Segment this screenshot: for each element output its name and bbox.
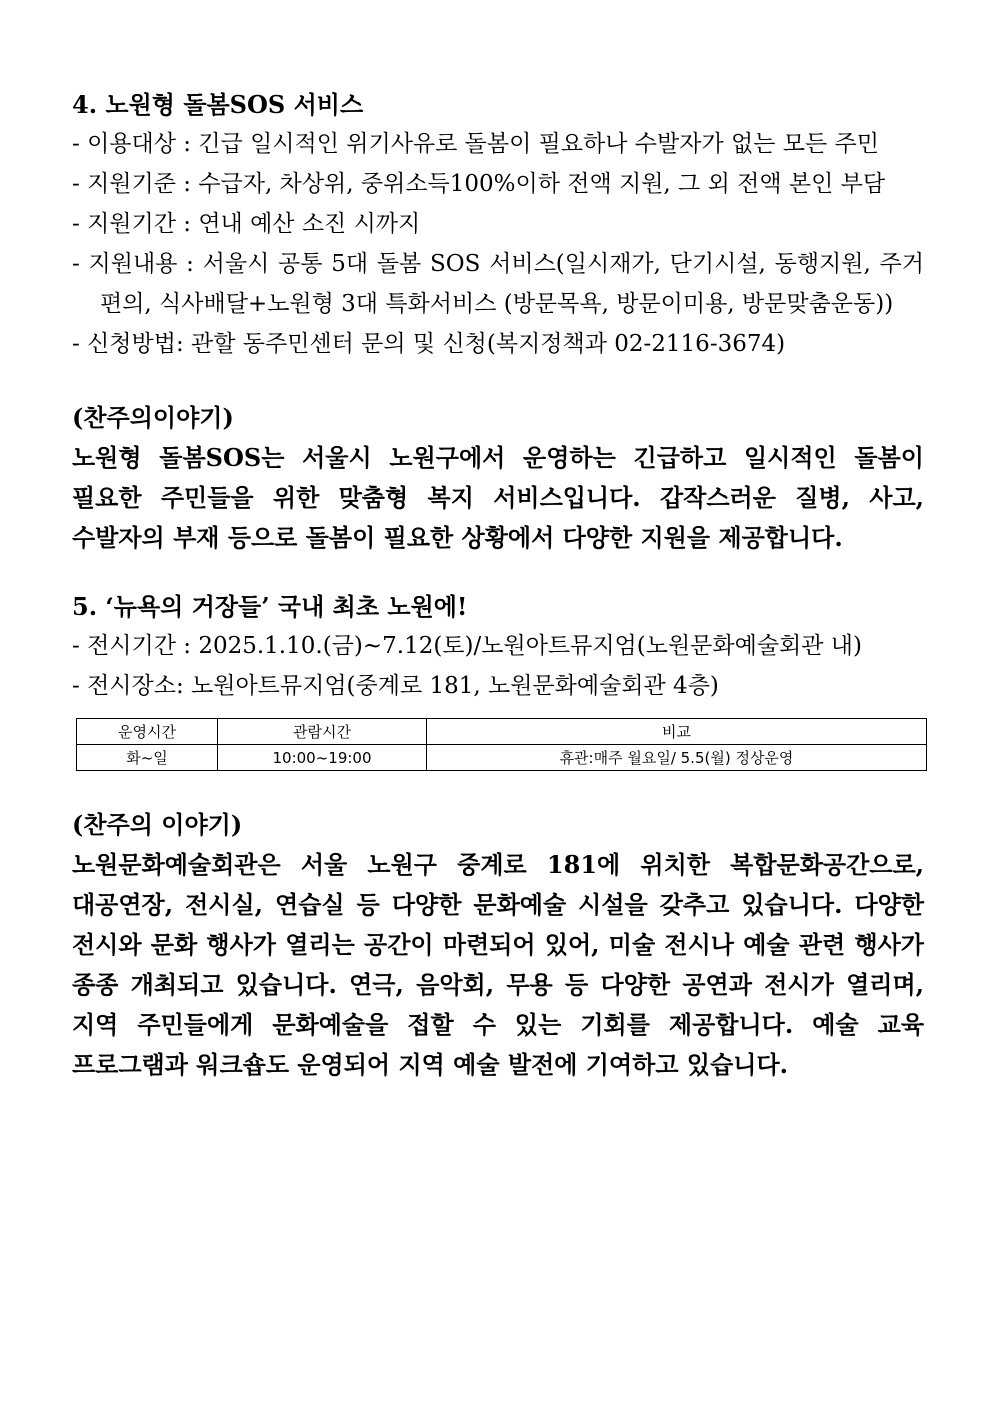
section-5-title: 5. ‘뉴욕의 거장들’ 국내 최초 노원에! [72, 592, 468, 621]
story-title-1: (찬주의이야기) [72, 403, 234, 432]
bullet-exhibition-period: - 전시기간 : 2025.1.10.(금)~7.12(토)/노원아트뮤지엄(노원문화예술회관 내) [72, 633, 862, 659]
bullet-target-users: - 이용대상 : 긴급 일시적인 위기사유로 돌봄이 필요하나 수발자가 없는 모든 주민 [72, 131, 879, 157]
section-4-title: 4. 노원형 돌봄SOS 서비스 [72, 90, 364, 119]
hours-table [76, 718, 927, 771]
table-cell: 휴관:매주 월요일/ 5.5(월) 정상운영 [427, 745, 927, 771]
table-cell: 화~일 [77, 745, 218, 771]
table-header-cell: 운영시간 [77, 719, 218, 745]
story-paragraph-1: 노원형 돌봄SOS는 서울시 노원구에서 운영하는 긴급하고 일시적인 돌봄이 필요한 주민들을 위한 맞춤형 복지 서비스입니다. 갑작스러운 질병, 사고, 수발자의 부재 등으로 돌봄이 필요한 상황에서 다양한 지원을 제공합니다. [72, 443, 924, 552]
bullet-support-period: - 지원기간 : 연내 예산 소진 시까지 [72, 211, 421, 237]
story-paragraph-2: 노원문화예술회관은 서울 노원구 중계로 181에 위치한 복합문화공간으로, 대공연장, 전시실, 연습실 등 다양한 문화예술 시설을 갖추고 있습니다. 다양한 전시와 문화 행사가 열리는 공간이 마련되어 있어, 미술 전시나 예술 관련 행사가 종종 개최되고 있습니다. 연극, 음악회, 무용 등 다양한 공연과 전시가 열리며, 지역 주민들에게 문화예술을 접할 수 있는 기회를 제공합니다. 예술 교육 프로그램과 워크숍도 운영되어 지역 예술 발전에 기여하고 있습니다. [72, 850, 924, 1079]
table-cell: 10:00~19:00 [218, 745, 427, 771]
table-header-row [77, 719, 927, 745]
table-header-cell: 비교 [427, 719, 927, 745]
table-row [77, 745, 927, 771]
bullet-support-criteria: - 지원기준 : 수급자, 차상위, 중위소득100%이하 전액 지원, 그 외 전액 본인 부담 [72, 171, 886, 197]
bullet-exhibition-venue: - 전시장소: 노원아트뮤지엄(중계로 181, 노원문화예술회관 4층) [72, 673, 719, 699]
story-title-2: (찬주의 이야기) [72, 810, 243, 839]
document-page [72, 86, 924, 1085]
table-header-cell: 관람시간 [218, 719, 427, 745]
bullet-application-method: - 신청방법: 관할 동주민센터 문의 및 신청(복지정책과 02-2116-3674) [72, 331, 786, 357]
bullet-support-content: - 지원내용 : 서울시 공통 5대 돌봄 SOS 서비스(일시재가, 단기시설, 동행지원, 주거편의, 식사배달+노원형 3대 특화서비스 (방문목욕, 방문이미용, 방문맞춤운동)) [72, 251, 924, 317]
